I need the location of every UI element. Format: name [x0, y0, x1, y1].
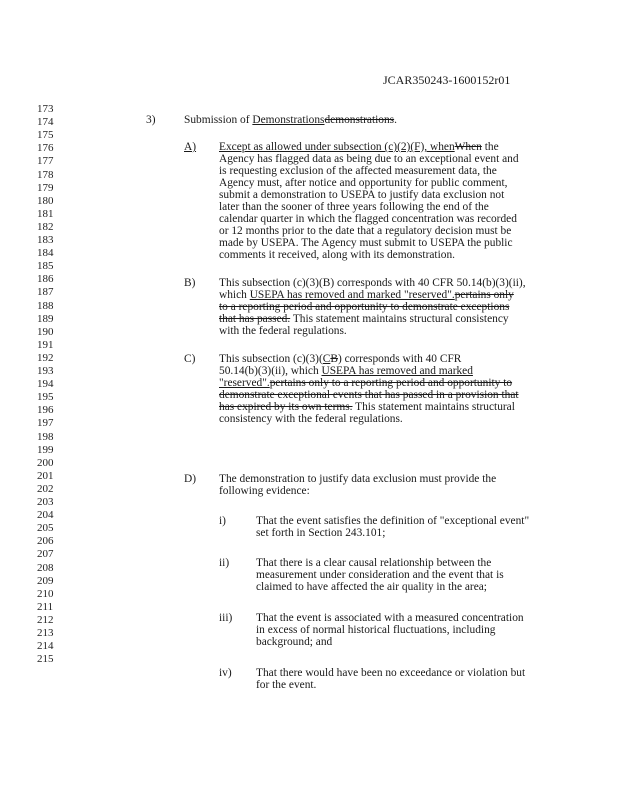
subsection-c-line-4: demonstrate exceptional events that has passed in a provision that: [219, 389, 519, 401]
line-number: 208: [37, 561, 54, 574]
line-number: 201: [37, 469, 54, 482]
line-number: 192: [37, 351, 54, 364]
line-number: 179: [37, 181, 54, 194]
line-number: 211: [37, 600, 54, 613]
line-number: 177: [37, 155, 54, 168]
line-number: 215: [37, 653, 54, 666]
item-i-label: i): [219, 515, 226, 527]
line-number: 210: [37, 587, 54, 600]
line-number: 183: [37, 234, 54, 246]
subsection-b-line-2: which USEPA has removed and marked "reserved".pertains only: [219, 289, 514, 301]
subsection-b-line-1: This subsection (c)(3)(B) corresponds with 40 CFR 50.14(b)(3)(ii),: [219, 277, 526, 289]
line-number: 178: [37, 168, 54, 181]
subsection-a-line: comments it received, along with its demonstration.: [219, 249, 455, 261]
item-ii-line: That there is a clear causal relationship between the: [256, 557, 492, 569]
subsection-a-line: calendar quarter in which the flagged concentration was recorded: [219, 213, 517, 225]
subsection-c-label: C): [184, 353, 196, 365]
line-number: 196: [37, 404, 54, 417]
subsection-a-label: A): [184, 141, 197, 153]
subsection-b-label: B): [184, 277, 196, 289]
line-number: 186: [37, 273, 54, 286]
item-iii-line: background; and: [256, 636, 333, 648]
line-number: 197: [37, 417, 54, 430]
subsection-a-line: is requesting exclusion of the affected measurement data, the: [219, 165, 497, 177]
line-number: 185: [37, 260, 54, 273]
line-number: 187: [37, 286, 54, 299]
line-number: 198: [37, 430, 54, 443]
line-number: 184: [37, 247, 54, 260]
line-number: 194: [37, 378, 54, 391]
line-number: 189: [37, 312, 54, 325]
line-number: 205: [37, 522, 54, 535]
subsection-a-line: later than the sooner of three years following the end of the: [219, 201, 489, 213]
section-number: 3): [146, 114, 156, 126]
item-i-line: That the event satisfies the definition of "exceptional event": [256, 515, 530, 527]
line-number: 174: [37, 116, 54, 129]
line-number: 199: [37, 443, 54, 456]
line-number: 204: [37, 509, 54, 522]
subsection-d-label: D): [184, 473, 197, 485]
subsection-b-line-5: with the federal regulations.: [219, 325, 347, 337]
line-number: 176: [37, 142, 54, 155]
subsection-d-line: The demonstration to justify data exclusion must provide the: [219, 473, 497, 485]
line-number: 191: [37, 338, 54, 351]
subsection-a-line: Agency has flagged data as being due to an exceptional event and: [219, 153, 519, 165]
line-number: 202: [37, 482, 54, 495]
item-i-line: set forth in Section 243.101;: [256, 527, 386, 539]
line-number: 173: [37, 103, 54, 115]
item-iv-line: That there would have been no exceedance or violation but: [256, 667, 526, 679]
line-number: 209: [37, 574, 54, 587]
line-number: 182: [37, 220, 54, 233]
line-number: 200: [37, 456, 54, 469]
item-ii-line: measurement under consideration and the event that is: [256, 569, 504, 581]
line-number: 214: [37, 640, 54, 653]
line-number: 190: [37, 325, 54, 338]
line-number: 195: [37, 391, 54, 404]
line-number: 206: [37, 535, 54, 548]
subsection-a-line: Agency must, after notice and opportunity for public comment,: [219, 177, 508, 189]
subsection-a-line: made by USEPA. The Agency must submit to USEPA the public: [219, 237, 513, 249]
line-number: 193: [37, 365, 54, 377]
subsection-c-line-6: consistency with the federal regulations.: [219, 413, 403, 425]
line-number: 180: [37, 194, 54, 207]
subsection-b-line-4: that has passed. This statement maintains structural consistency: [219, 313, 509, 325]
line-number: 207: [37, 548, 54, 561]
line-number: 213: [37, 627, 54, 639]
item-ii-label: ii): [219, 557, 230, 569]
item-iii-label: iii): [219, 612, 233, 624]
line-number: 188: [37, 299, 54, 312]
subsection-c-line-2: 50.14(b)(3)(ii), which USEPA has removed and marked: [219, 365, 473, 377]
subsection-b-line-3: to a reporting period and opportunity to demonstrate exceptions: [219, 301, 510, 313]
line-number: 175: [37, 129, 54, 142]
line-number: 181: [37, 207, 54, 220]
item-iii-line: in excess of normal historical fluctuations, including: [256, 624, 496, 636]
item-iii-line: That the event is associated with a measured concentration: [256, 612, 524, 624]
line-number: 203: [37, 496, 54, 508]
subsection-a-line-1: Except as allowed under subsection (c)(2)(F), whenWhen the: [219, 141, 499, 153]
subsection-c-line-3: "reserved".pertains only to a reporting period and opportunity to: [219, 377, 513, 389]
section-title: Submission of Demonstrationsdemonstrations.: [184, 114, 397, 126]
document-id: JCAR350243-1600152r01: [383, 73, 511, 87]
subsection-a-line: or 12 months prior to the date that a regulatory decision must be: [219, 225, 512, 237]
subsection-c-line-5: has expired by its own terms. This statement maintains structural: [219, 401, 515, 413]
item-ii-line: claimed to have affected the air quality in the area;: [256, 581, 487, 593]
subsection-a-line: submit a demonstration to USEPA to justify data exclusion not: [219, 189, 505, 201]
subsection-d-line: following evidence:: [219, 485, 310, 497]
item-iv-label: iv): [219, 667, 232, 679]
subsection-c-line-1: This subsection (c)(3)(CB) corresponds with 40 CFR: [219, 353, 462, 365]
item-iv-line: for the event.: [256, 679, 317, 691]
line-number: 212: [37, 613, 54, 626]
